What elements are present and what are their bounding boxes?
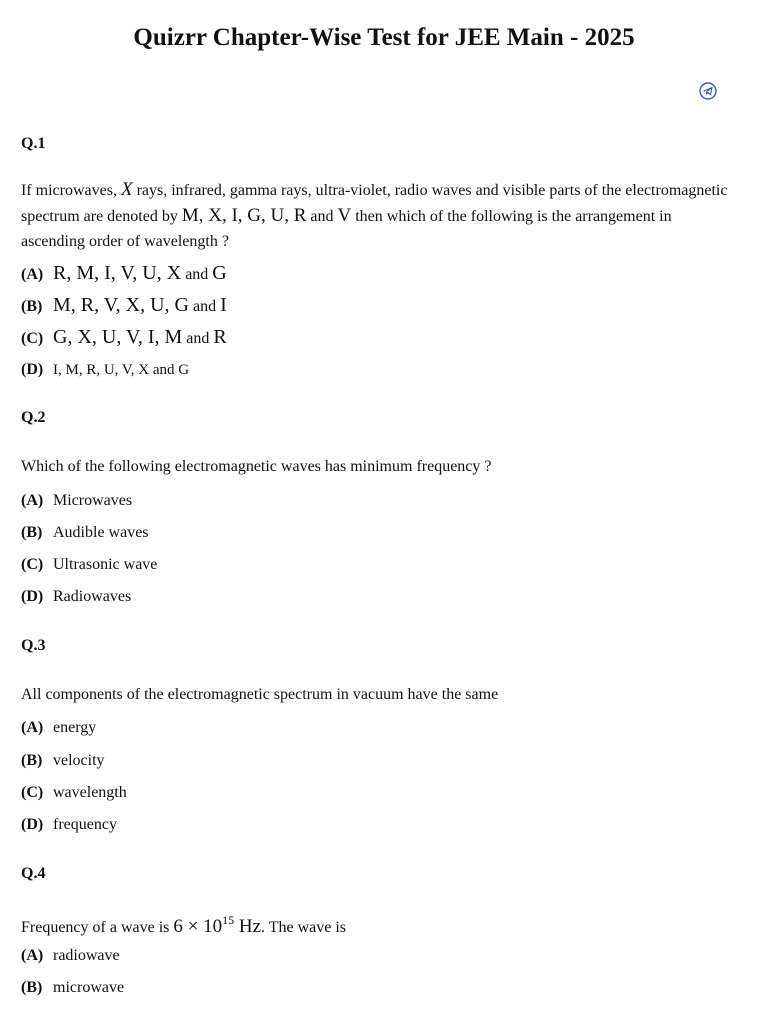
question-3-label: Q.3 bbox=[21, 637, 46, 654]
question-1-option-c[interactable]: (C) G, X, U, V, I, M and R bbox=[21, 326, 227, 348]
question-3-option-d[interactable]: (D) frequency bbox=[21, 814, 117, 836]
option-label: (A) bbox=[21, 719, 44, 736]
option-label: (B) bbox=[21, 752, 43, 769]
math-symbols: M, X, I, G, U, R bbox=[181, 205, 307, 226]
question-1-option-d[interactable]: (D) I, M, R, U, V, X and G bbox=[21, 359, 189, 381]
question-2-option-c[interactable]: (C) Ultrasonic wave bbox=[21, 554, 157, 576]
question-3-option-b[interactable]: (B) velocity bbox=[21, 750, 105, 772]
option-label: (D) bbox=[21, 588, 44, 605]
question-4-option-a[interactable]: (A) radiowave bbox=[21, 945, 120, 967]
question-1-option-b[interactable]: (B) M, R, V, X, U, G and I bbox=[21, 294, 227, 316]
option-label: (C) bbox=[21, 784, 44, 801]
question-2-label: Q.2 bbox=[21, 409, 46, 426]
math-v: V bbox=[337, 205, 352, 226]
option-label: (B) bbox=[21, 298, 43, 315]
question-3-text: All components of the electromagnetic spectrum in vacuum have the same bbox=[21, 686, 499, 703]
question-2-option-a[interactable]: (A) Microwaves bbox=[21, 490, 132, 512]
question-2-text: Which of the following electromagnetic waves has minimum frequency ? bbox=[21, 458, 492, 475]
option-label: (D) bbox=[21, 361, 44, 378]
question-3-option-c[interactable]: (C) wavelength bbox=[21, 782, 127, 804]
option-label: (C) bbox=[21, 556, 44, 573]
math-frequency: $6 \times 10^{15}$ Hz bbox=[173, 913, 262, 937]
option-label: (A) bbox=[21, 492, 44, 509]
option-label: (C) bbox=[21, 330, 44, 347]
option-label: (D) bbox=[21, 816, 44, 833]
page-title: Quizrr Chapter-Wise Test for JEE Main - 2025 bbox=[133, 24, 635, 51]
question-4-label: Q.4 bbox=[21, 865, 46, 882]
option-label: (A) bbox=[21, 947, 44, 964]
option-label: (B) bbox=[21, 524, 43, 541]
question-1-text: If microwaves, X rays, infrared, gamma rays, ultra-violet, radio waves and visible parts of the electromagnetic spectrum are denoted by M, X, I, G, U, R and V then which of the following is the arrangement in ascending order of wavelength ? bbox=[21, 179, 728, 250]
math-x: X bbox=[120, 179, 133, 200]
question-4-option-b[interactable]: (B) microwave bbox=[21, 977, 124, 999]
option-label: (A) bbox=[21, 266, 44, 283]
option-label: (B) bbox=[21, 979, 43, 996]
question-1-label: Q.1 bbox=[21, 135, 46, 152]
question-4-text: Frequency of a wave is $6 \times 10^{15}$ Hz. The wave is bbox=[21, 913, 347, 937]
question-2-option-b[interactable]: (B) Audible waves bbox=[21, 522, 149, 544]
question-3-option-a[interactable]: (A) energy bbox=[21, 717, 96, 739]
question-2-option-d[interactable]: (D) Radiowaves bbox=[21, 586, 131, 608]
telegram-icon[interactable] bbox=[699, 82, 717, 100]
question-1-option-a[interactable]: (A) R, M, I, V, U, X and G bbox=[21, 262, 227, 284]
